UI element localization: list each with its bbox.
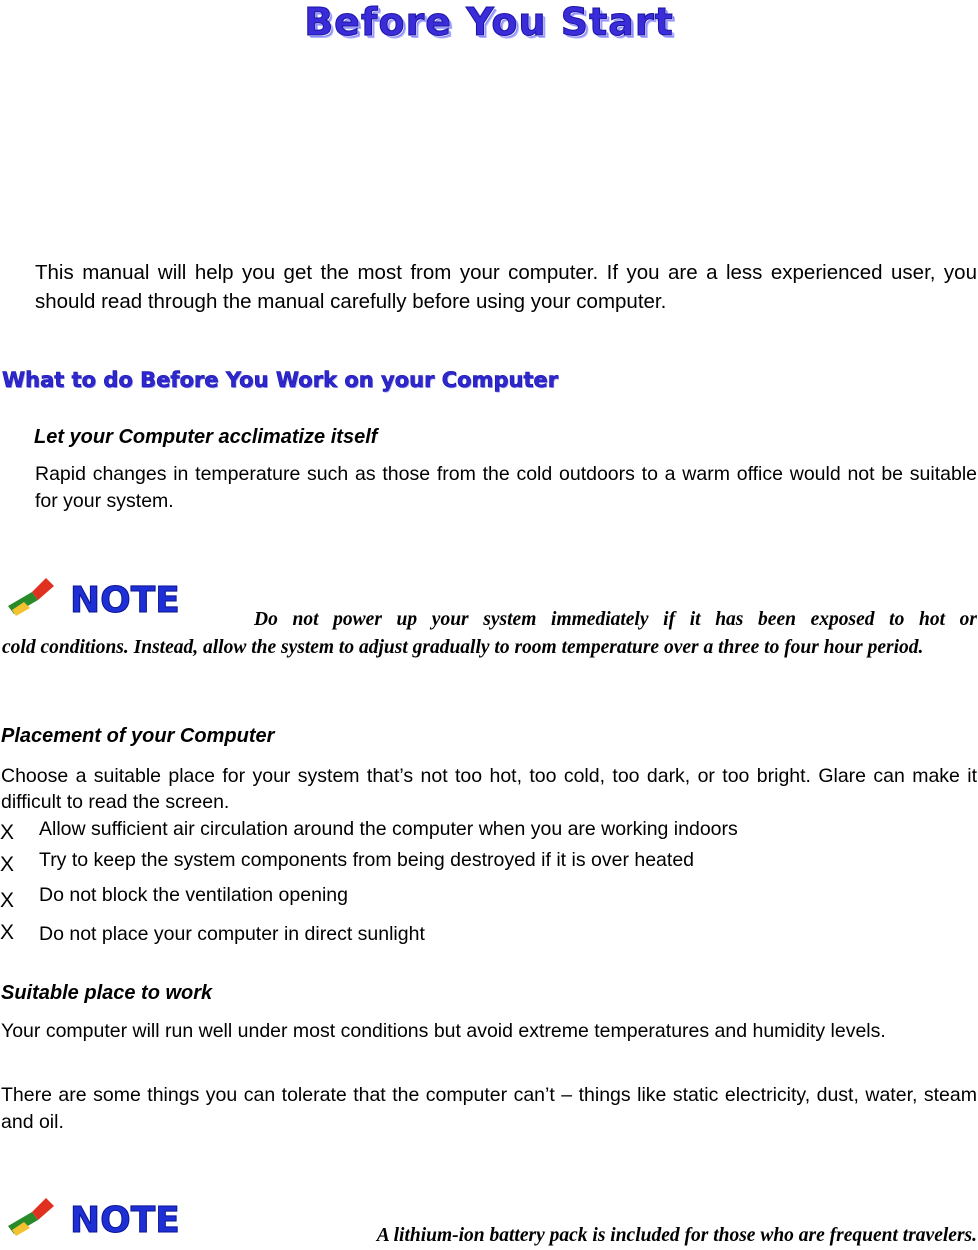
acclimatize-body: Rapid changes in temperature such as those from the cold outdoors to a warm office would not be suitable for your system. — [35, 463, 977, 512]
placement-body: Choose a suitable place for your system that’s not too hot, too cold, too dark, or too bright. Glare can make it difficult to read the screen. — [1, 765, 977, 813]
note-label: NOTE — [70, 1200, 180, 1240]
bullet-text: Do not place your computer in direct sunlight — [39, 923, 425, 945]
work-place-para2: There are some things you can tolerate that the computer can’t – things like static electricity, dust, water, steam and oil. — [1, 1084, 977, 1133]
bullet-marker: X — [0, 853, 15, 876]
section-heading: What to do Before You Work on your Computer — [2, 368, 559, 392]
work-place-para1: Your computer will run well under most conditions but avoid extreme temperatures and humidity levels. — [1, 1020, 886, 1042]
bullet-text: Allow sufficient air circulation around the computer when you are working indoors — [39, 818, 738, 840]
bullet-marker: X — [0, 821, 15, 844]
bullet-marker: X — [0, 889, 15, 912]
placement-heading: Placement of your Computer — [1, 725, 275, 747]
note-label: NOTE — [70, 580, 180, 620]
bullet-text: Try to keep the system components from being destroyed if it is over heated — [39, 849, 695, 871]
work-place-heading: Suitable place to work — [1, 982, 213, 1004]
note1-first-line: Do not power up your system immediately if it has been exposed to hot or — [254, 609, 977, 630]
note-icon — [2, 1190, 217, 1240]
intro-paragraph: This manual will help you get the most from your computer. If you are a less experienced user, you should read through the manual carefully before using your computer. — [35, 261, 977, 313]
bullet-marker: X — [0, 921, 15, 944]
note1-rest: cold conditions. Instead, allow the system to adjust gradually to room temperature over a three to four hour period. — [2, 637, 924, 658]
note-icon — [2, 570, 217, 620]
acclimatize-heading: Let your Computer acclimatize itself — [34, 426, 378, 448]
page-title: Before You Start — [304, 0, 674, 44]
bullet-text: Do not block the ventilation opening — [39, 884, 348, 906]
note2-text: A lithium-ion battery pack is included for those who are frequent travelers. — [376, 1225, 977, 1246]
